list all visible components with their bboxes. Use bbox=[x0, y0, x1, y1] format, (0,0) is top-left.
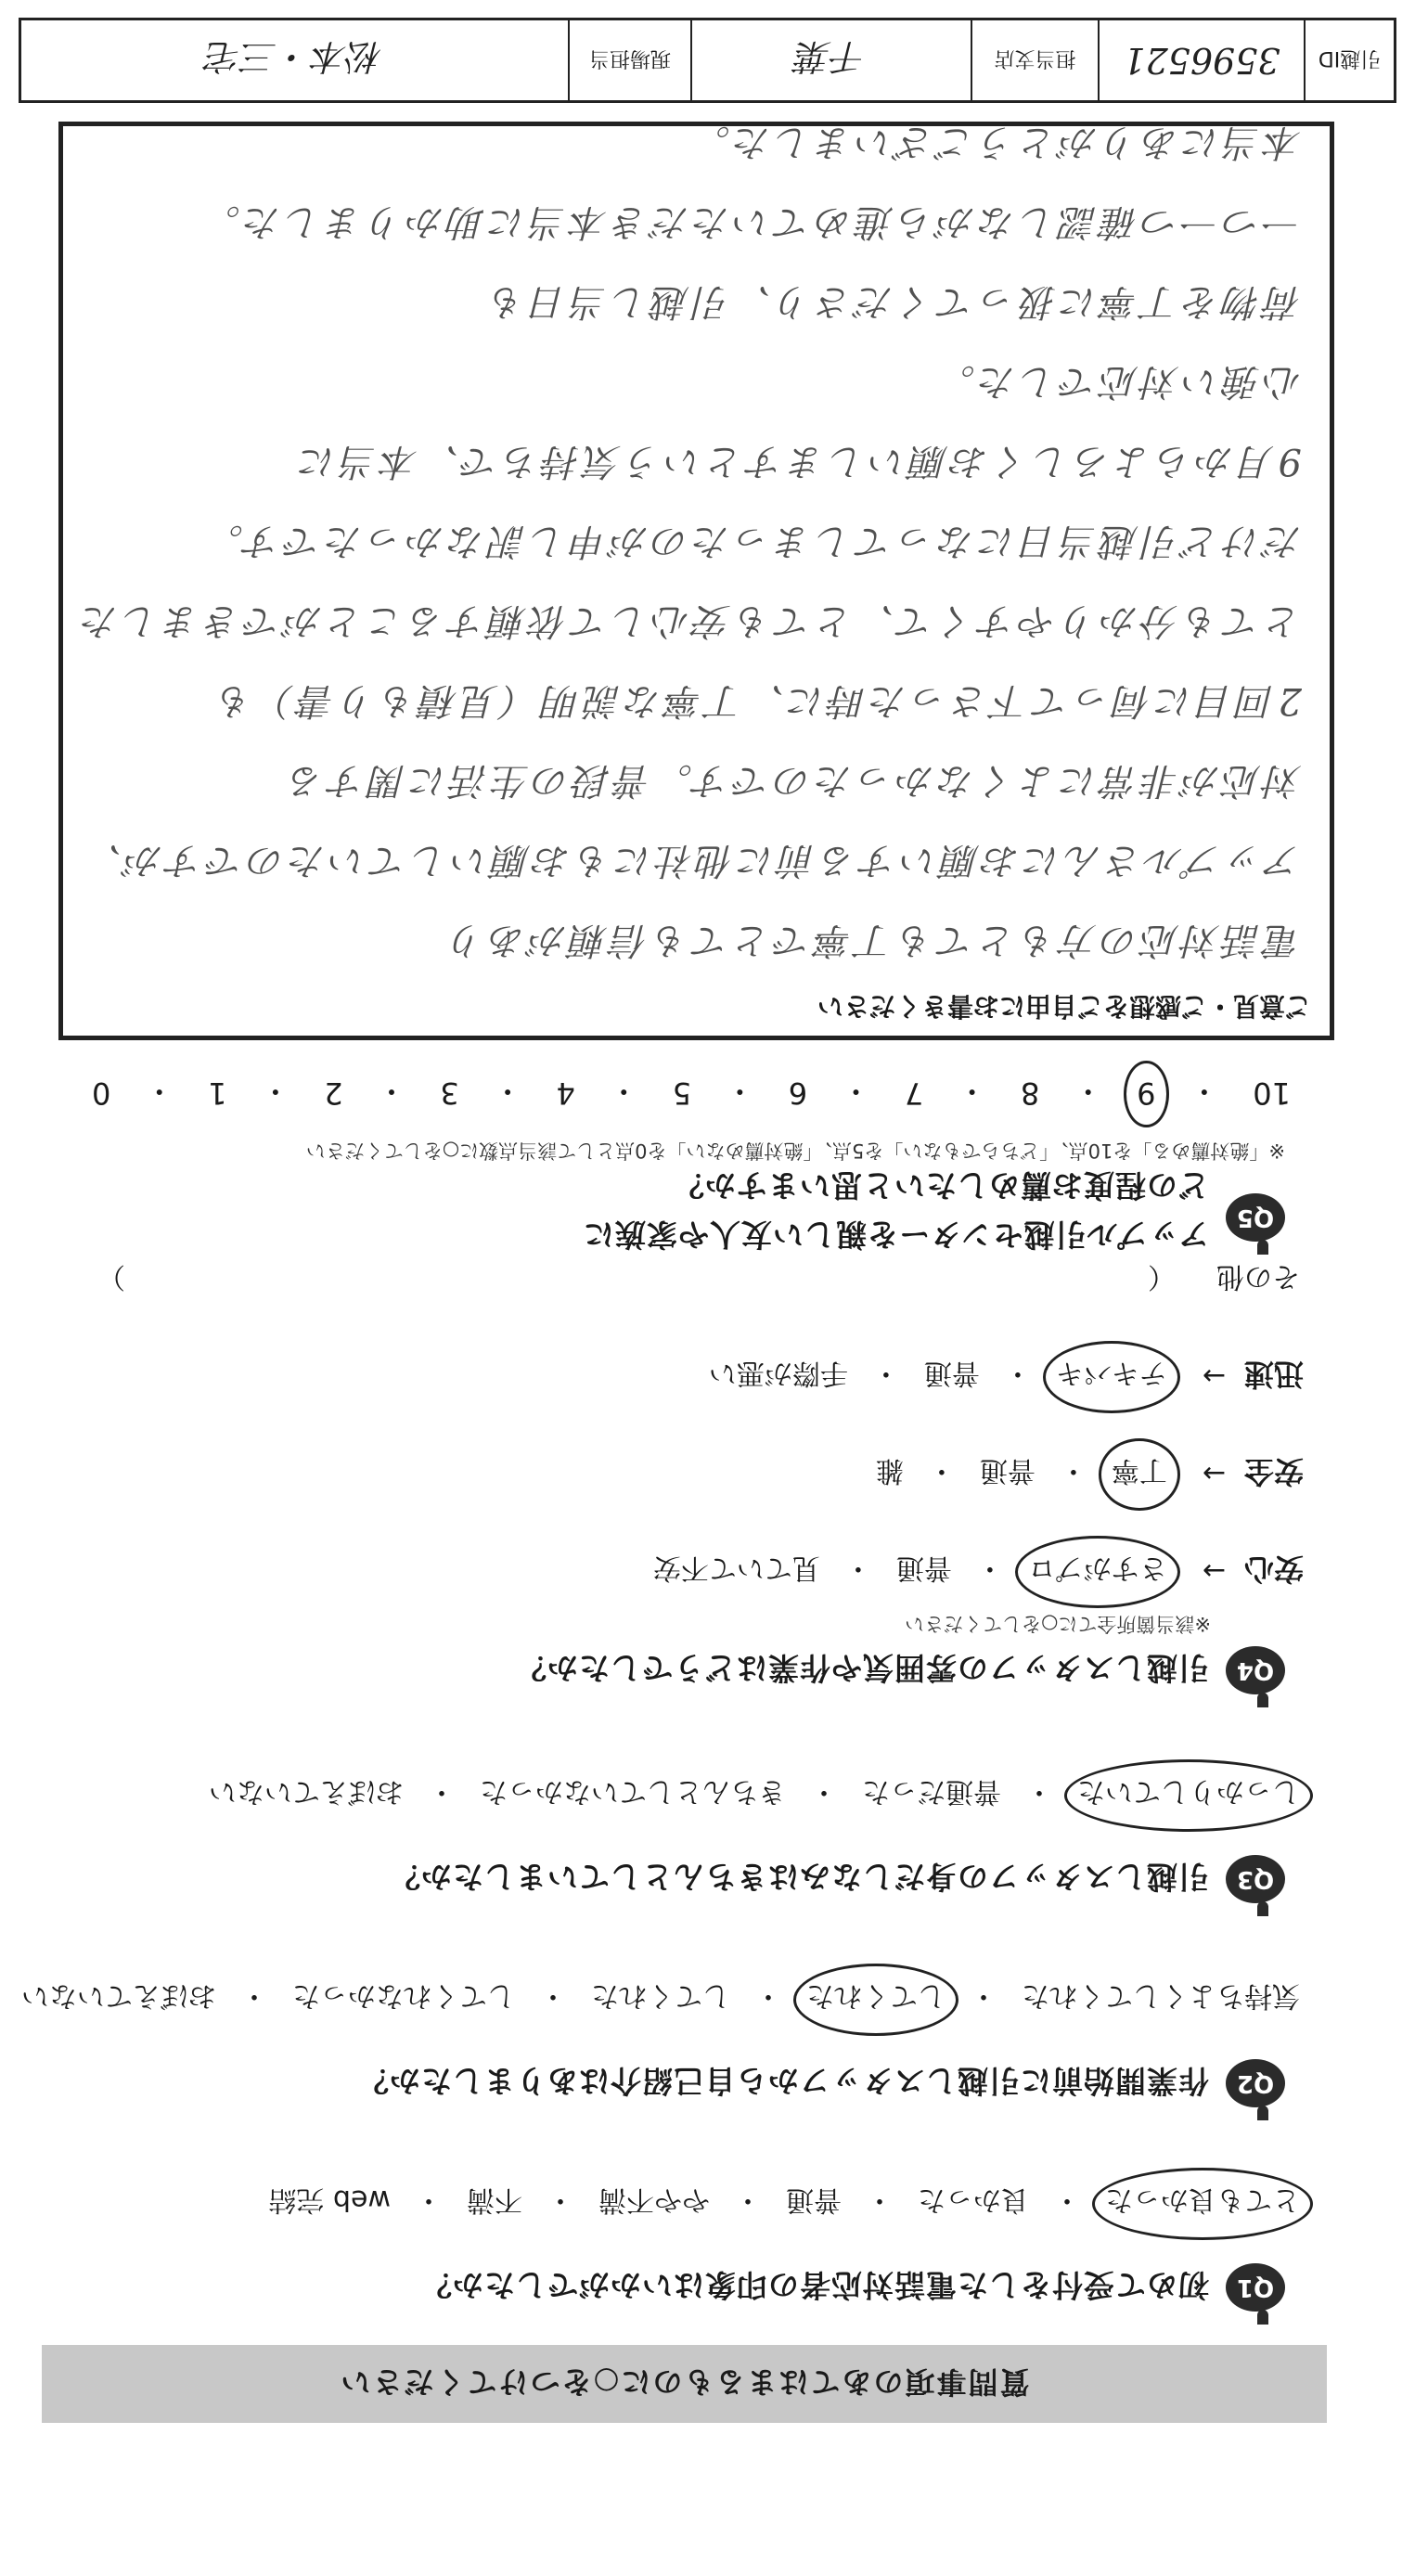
question-q1 bbox=[420, 2263, 1285, 2312]
person-label: 現場担当 bbox=[568, 20, 690, 100]
q4-row2-option-1[interactable]: 丁寧 bbox=[1108, 1453, 1171, 1494]
q1-option-1[interactable]: とても良かった bbox=[1101, 2183, 1304, 2223]
q4-other-paren-close: ） bbox=[97, 1260, 125, 1293]
q2-text: 作業開始前に引越しスタッフから自己紹介はありましたか？ bbox=[357, 2063, 1209, 2100]
arrow-icon: → bbox=[1202, 1554, 1226, 1588]
q5-score-5[interactable]: 5 bbox=[672, 1075, 692, 1111]
q4-badge: Q4 bbox=[1226, 1646, 1285, 1694]
question-q5 bbox=[583, 1166, 1285, 1258]
q4-row1-option-1[interactable]: さすがプロ bbox=[1024, 1551, 1171, 1591]
q5-score-10[interactable]: 10 bbox=[1253, 1075, 1291, 1111]
q4-note: ※該当箇所全てに○をしてください bbox=[905, 1613, 1211, 1635]
q1-option-6[interactable]: web 完結 bbox=[268, 2183, 391, 2216]
handwritten-line: 9月からよろしくお願いしますという気持ちで、本当に bbox=[295, 440, 1302, 483]
q3-options: しっかりしていた ・ 普通だった ・ きちんとしていなかった ・ おぼえていない bbox=[205, 1774, 1304, 1815]
q5-score-0[interactable]: 0 bbox=[92, 1075, 111, 1111]
question-q2 bbox=[357, 2059, 1285, 2107]
handwritten-line: 本当にありがとうございました。 bbox=[689, 121, 1302, 163]
comments-box[interactable] bbox=[58, 122, 1334, 1040]
q2-badge: Q2 bbox=[1226, 2059, 1285, 2107]
q5-note: ※「絶対薦める」を10点、「どちらでもない」を5点、「絶対薦めない」を0点として該当点数に○をしてください bbox=[305, 1140, 1285, 1162]
q4-row-label: 迅速 bbox=[1243, 1357, 1304, 1392]
q2-option-2[interactable]: してくれた bbox=[803, 1978, 949, 2019]
q4-text: 引越しスタッフの雰囲気や作業はどうでしたか？ bbox=[515, 1650, 1209, 1687]
q3-option-4[interactable]: おぼえていない bbox=[209, 1775, 404, 1808]
arrow-icon: → bbox=[1202, 1457, 1226, 1490]
q4-row-jinsoku: 迅速 → テキパキ ・ 普通 ・ 手際が悪い bbox=[705, 1355, 1304, 1397]
q4-row3-option-1[interactable]: テキパキ bbox=[1052, 1356, 1171, 1397]
q4-row-label: 安全 bbox=[1243, 1454, 1304, 1489]
id-label: 引越ID bbox=[1304, 20, 1394, 100]
branch-value: 千葉 bbox=[690, 20, 971, 100]
q5-score-2[interactable]: 2 bbox=[324, 1075, 343, 1111]
question-q4 bbox=[515, 1646, 1285, 1694]
q4-row-anzen: 安全 → 丁寧 ・ 普通 ・ 雑 bbox=[872, 1452, 1304, 1495]
staff-info-table bbox=[19, 18, 1396, 103]
q1-text: 初めて受付をした電話対応者の印象はいかがでしたか？ bbox=[420, 2267, 1209, 2304]
handwritten-line: とても分かりやすくて、とても安心して依頼することができました bbox=[77, 599, 1302, 642]
id-value: 3596521 bbox=[1098, 20, 1304, 100]
q3-text: 引越しスタッフの身だしなみはきちんとしていましたか？ bbox=[389, 1859, 1209, 1896]
q3-option-1[interactable]: しっかりしていた bbox=[1074, 1774, 1304, 1815]
q4-row3-option-3[interactable]: 手際が悪い bbox=[708, 1357, 848, 1389]
q5-text-line1: アップル引越センターを親しい友人や家族に bbox=[582, 1217, 1209, 1253]
handwritten-comments bbox=[77, 102, 1302, 980]
branch-label: 担当支店 bbox=[971, 20, 1098, 100]
q5-badge: Q5 bbox=[1226, 1193, 1285, 1242]
q4-row2-option-3[interactable]: 雑 bbox=[875, 1454, 904, 1487]
q5-score-6[interactable]: 6 bbox=[788, 1075, 808, 1111]
q4-other-row bbox=[97, 1259, 1304, 1300]
q5-text-block bbox=[583, 1166, 1209, 1258]
q5-score-3[interactable]: 3 bbox=[440, 1075, 459, 1111]
q1-option-3[interactable]: 普通 bbox=[786, 2183, 842, 2216]
q1-option-5[interactable]: 不満 bbox=[467, 2183, 522, 2216]
q4-row-anshin: 安心 → さすがプロ ・ 普通 ・ 見ていて不安 bbox=[650, 1550, 1304, 1592]
q2-option-5[interactable]: おぼえていない bbox=[21, 1979, 216, 2012]
handwritten-line: 荷物を丁寧に扱ってくださり、引越し当日も bbox=[485, 280, 1302, 323]
q1-option-2[interactable]: 良かった bbox=[918, 2183, 1029, 2216]
person-value: 松本・三宅 bbox=[206, 36, 383, 78]
arrow-icon: → bbox=[1202, 1359, 1226, 1393]
q2-option-1[interactable]: 気持ちよくしてくれた bbox=[1022, 1979, 1300, 2012]
question-q3 bbox=[389, 1855, 1285, 1903]
q5-text-line2: どの程度お薦めしたいと思いますか？ bbox=[673, 1167, 1209, 1204]
q5-score-9[interactable]: 9 bbox=[1133, 1075, 1159, 1111]
q3-badge: Q3 bbox=[1226, 1855, 1285, 1903]
q5-score-4[interactable]: 4 bbox=[556, 1075, 575, 1111]
q5-scale: 10 ・ 9 ・ 8 ・ 7 ・ 6 ・ 5 ・ 4 ・ 3 ・ 2 ・ 1 ・ 0 bbox=[88, 1072, 1294, 1114]
q4-row1-option-3[interactable]: 見ていて不安 bbox=[652, 1552, 820, 1584]
q2-options: 気持ちよくしてくれた ・ してくれた ・ してくれた ・ してくれなかった ・ おぼえていない bbox=[18, 1978, 1304, 2019]
q2-option-4[interactable]: してくれなかった bbox=[292, 1979, 515, 2012]
comments-title: ご意見・ご感想をご自由にお書きください bbox=[817, 991, 1311, 1022]
q1-badge: Q1 bbox=[1226, 2263, 1285, 2312]
q1-options: とても良かった ・ 良かった ・ 普通 ・ やや不満 ・ 不満 ・ web 完結 bbox=[264, 2183, 1304, 2223]
q4-other-label: その他 bbox=[1216, 1260, 1300, 1293]
q4-row2-option-2[interactable]: 普通 bbox=[979, 1454, 1036, 1487]
q5-score-8[interactable]: 8 bbox=[1021, 1075, 1040, 1111]
q5-score-7[interactable]: 7 bbox=[904, 1075, 924, 1111]
q1-option-4[interactable]: やや不満 bbox=[598, 2183, 710, 2216]
q3-option-3[interactable]: きちんとしていなかった bbox=[480, 1775, 786, 1808]
handwritten-line: アップルさんにお願いする前に他社にもお願いしていたのですが、 bbox=[81, 839, 1302, 882]
q3-option-2[interactable]: 普通だった bbox=[862, 1775, 1001, 1808]
handwritten-line: だけど引越当日になってしまったのが申し訳なかったです。 bbox=[202, 520, 1302, 562]
handwritten-line: 電話対応の方もとても丁寧でとても信頼があり bbox=[444, 919, 1302, 961]
q4-row-label: 安心 bbox=[1243, 1552, 1304, 1587]
q4-other-paren-open: （ bbox=[1148, 1260, 1176, 1293]
q4-row1-option-2[interactable]: 普通 bbox=[895, 1552, 952, 1584]
handwritten-line: 心強い対応でした。 bbox=[934, 360, 1302, 403]
handwritten-line: 2回目に伺って下さった時に、丁寧な説明（見積もり書）も bbox=[212, 679, 1302, 722]
q4-row3-option-2[interactable]: 普通 bbox=[923, 1357, 980, 1389]
q5-score-1[interactable]: 1 bbox=[208, 1075, 227, 1111]
handwritten-line: 一つ一つ確認しながら進めていただき本当に助かりました。 bbox=[199, 200, 1302, 243]
instruction-bar: 質問事項のあてはまるものに○をつけてください bbox=[42, 2345, 1327, 2423]
handwritten-line: 対応が非常によくなかったのです。普段の生活に関する bbox=[284, 759, 1302, 802]
q2-option-3[interactable]: してくれた bbox=[591, 1979, 730, 2012]
